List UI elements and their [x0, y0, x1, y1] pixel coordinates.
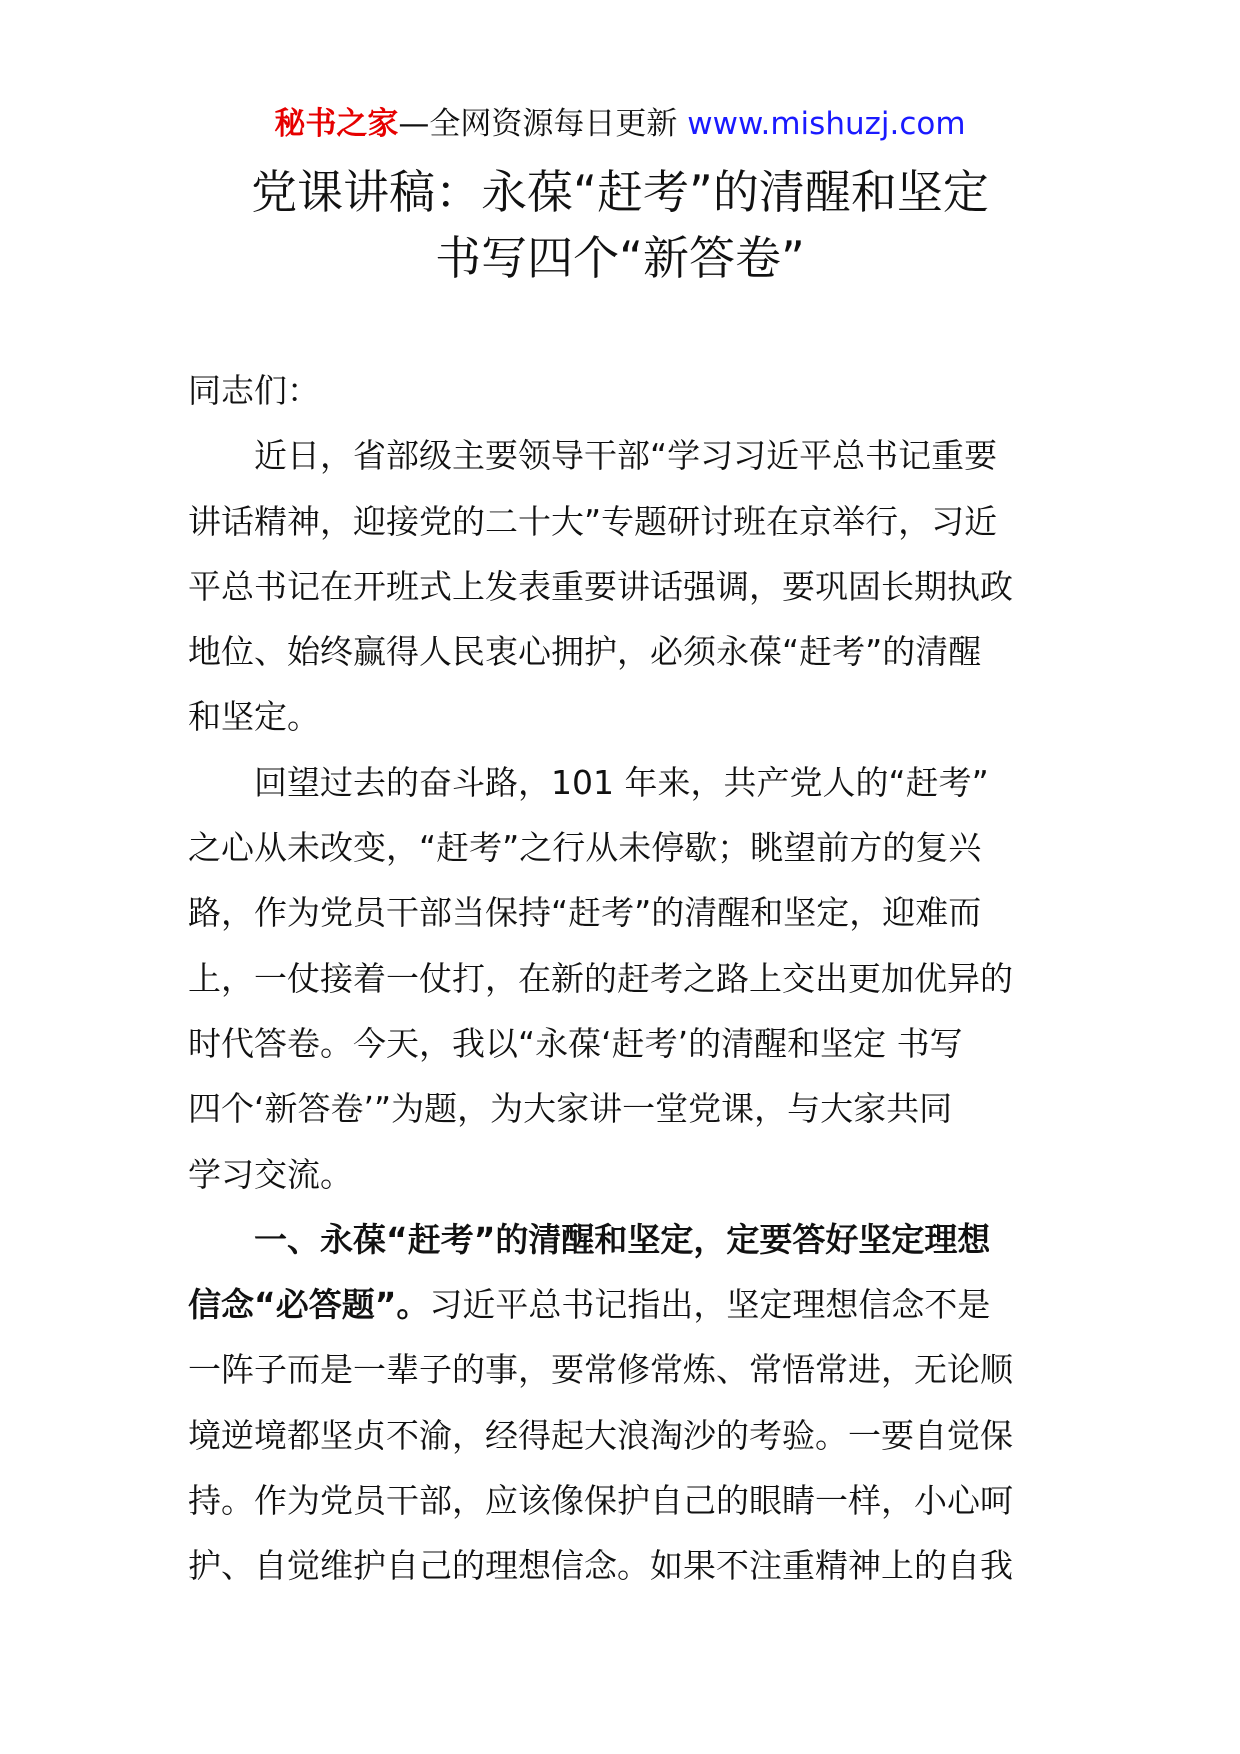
- body-line: 地位、始终赢得人民衷心拥护，必须永葆“赶考”的清醒: [188, 632, 982, 672]
- body-line: 讲话精神，迎接党的二十大”专题研讨班在京举行，习近: [188, 501, 998, 541]
- body-text: 习近平总书记指出，坚定理想信念不是: [429, 1285, 991, 1325]
- document-title-line-2: 书写四个“新答卷”: [435, 231, 805, 285]
- body-line: 四个‘新答卷’”为题，为大家讲一堂党课，与大家共同: [188, 1089, 953, 1129]
- body-line: [188, 1272, 1062, 1337]
- body-line: 路，作为党员干部当保持“赶考”的清醒和坚定，迎难而: [188, 893, 982, 933]
- body-line: 持。作为党员干部，应该像保护自己的眼睛一样，小心呵: [188, 1481, 1013, 1521]
- section-heading-line: 一、永葆“赶考”的清醒和坚定，定要答好坚定理想: [254, 1219, 991, 1259]
- body-line: 和坚定。: [188, 697, 320, 737]
- salutation: 同志们：: [188, 371, 320, 410]
- body-line: 回望过去的奋斗路，101 年来，共产党人的“赶考”: [254, 762, 989, 802]
- site-brand: 秘书之家: [274, 106, 399, 142]
- body-line: 上，一仗接着一仗打，在新的赶考之路上交出更加优异的: [188, 958, 1013, 998]
- section-heading-end: 信念“必答题”。: [188, 1285, 430, 1325]
- body-line: 境逆境都坚贞不渝，经得起大浪淘沙的考验。一要自觉保: [188, 1415, 1013, 1455]
- document-title-line-1: 党课讲稿：永葆“赶考”的清醒和坚定: [251, 165, 989, 219]
- document-body: [188, 358, 1062, 1599]
- site-url-link[interactable]: www.mishuzj.com: [687, 106, 966, 142]
- body-line: 护、自觉维护自己的理想信念。如果不注重精神上的自我: [188, 1546, 1013, 1586]
- body-line: 之心从未改变，“赶考”之行从未停歇；眺望前方的复兴: [188, 828, 982, 868]
- body-line: 近日，省部级主要领导干部“学习习近平总书记重要: [254, 436, 998, 476]
- body-line: 时代答卷。今天，我以“永葆‘赶考’的清醒和坚定 书写: [188, 1023, 963, 1063]
- site-header: [0, 102, 1240, 146]
- body-line: 学习交流。: [188, 1154, 353, 1194]
- body-line: 一阵子而是一辈子的事，要常修常炼、常悟常进，无论顺: [188, 1350, 1013, 1390]
- site-tagline: —全网资源每日更新: [398, 106, 678, 142]
- body-line: 平总书记在开班式上发表重要讲话强调，要巩固长期执政: [188, 566, 1013, 606]
